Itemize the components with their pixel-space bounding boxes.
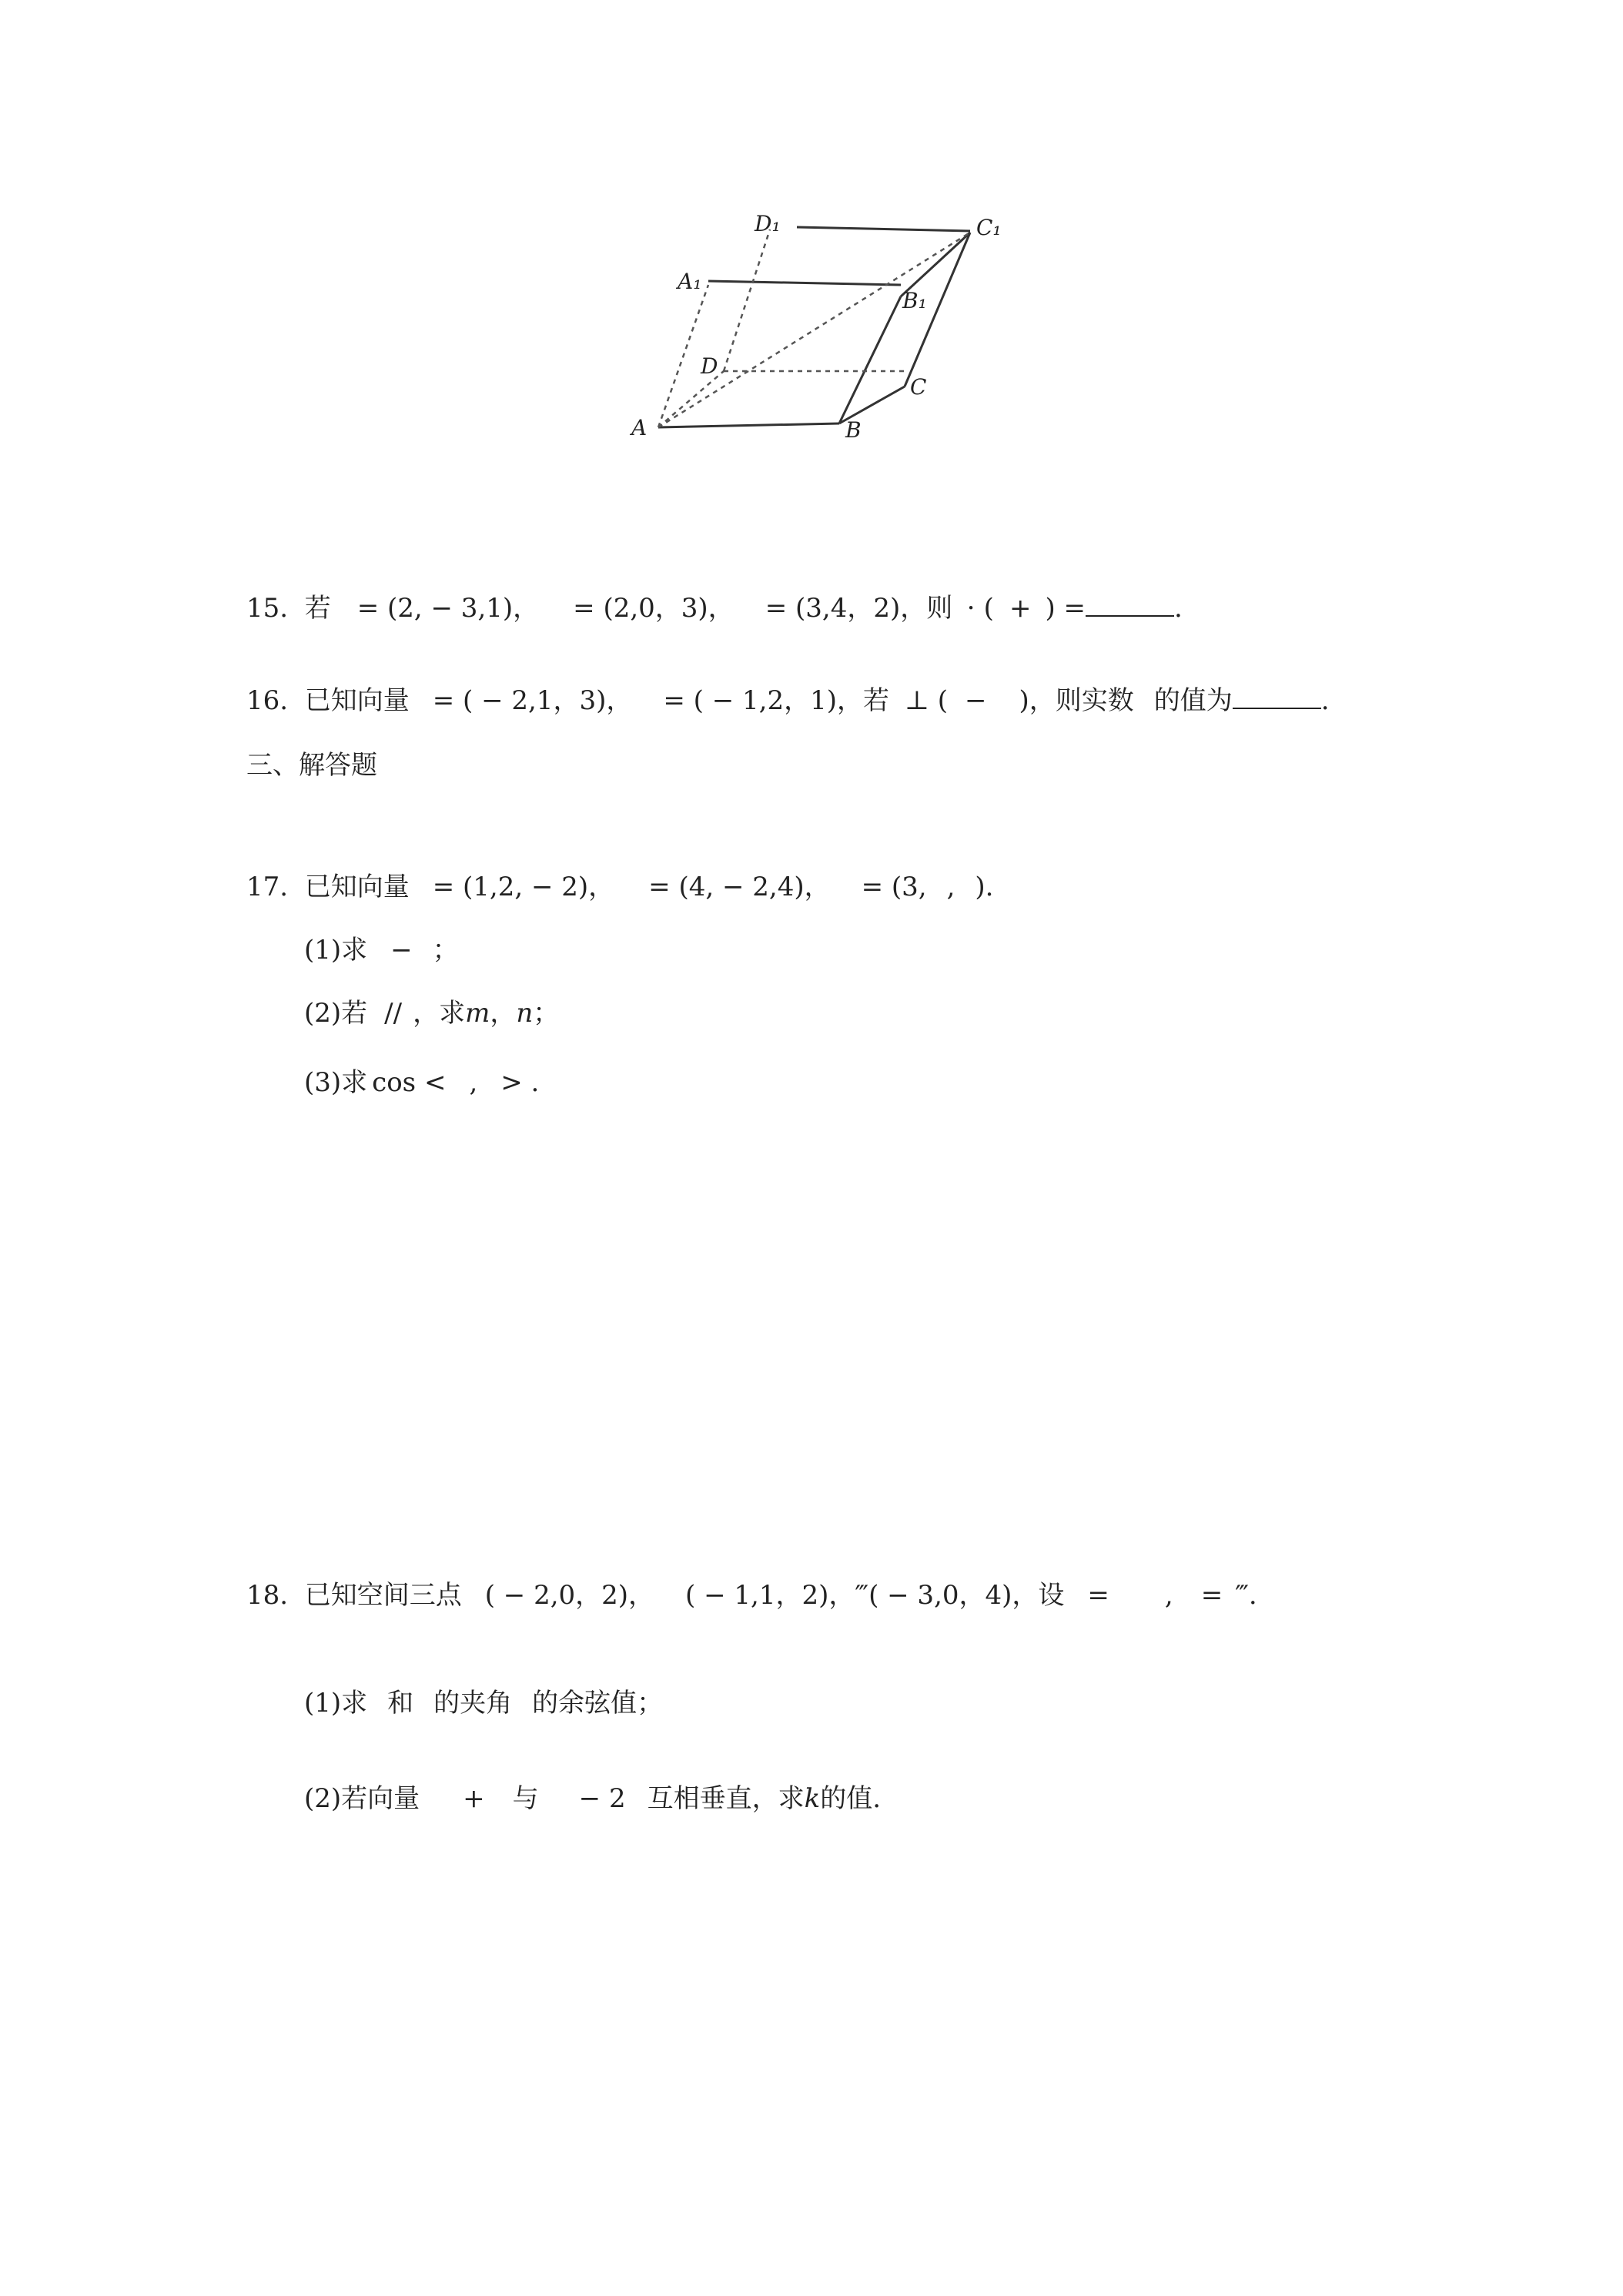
label-B: B (845, 417, 862, 443)
answer-blank-16 (1233, 706, 1321, 709)
q15-number: 15. (246, 593, 289, 624)
question-16: 16. 已知向量 = ( − 2,1，3)， = ( − 1,2，1)，若 ⊥ ( − )，则实数 的值为 . (246, 685, 1330, 716)
label-B1: B₁ (902, 288, 927, 313)
q17-number: 17. (246, 872, 289, 902)
label-A: A (631, 415, 648, 440)
question-18-part-1: (1)求 和 的夹角 的余弦值； (304, 1688, 664, 1719)
question-18-part-2: (2)若向量 + 与 − 2 互相垂直，求k的值. (304, 1783, 882, 1814)
edge-A1-B1 (708, 281, 901, 285)
q16-number: 16. (246, 685, 289, 716)
label-A1: A₁ (678, 269, 702, 294)
question-15: 15. 若 = (2, − 3,1)， = (2,0，3)， = (3,4，2)，则 ⋅ ( + ) = . (246, 593, 1183, 624)
edge-D-D1 (724, 229, 770, 371)
question-17-part-3: (3)求 cos < , > . (304, 1067, 540, 1098)
question-17-part-1: (1)求 − ； (304, 935, 459, 966)
answer-blank-15 (1086, 614, 1174, 617)
edge-B1-C1 (901, 233, 970, 296)
question-18: 18. 已知空间三点 ( − 2,0，2)， ( − 1,1，2)，‴( − 3,0，4)，设 = , = ‴. (246, 1580, 1257, 1611)
edge-D1-C1 (797, 227, 970, 231)
question-17: 17. 已知向量 = (1,2, − 2)， = (4, − 2,4)， = (3, , ). (246, 872, 994, 902)
question-17-part-2: (2)若 // ，求m，n； (304, 998, 560, 1029)
parallelepiped-figure (601, 192, 1032, 447)
q18-number: 18. (246, 1580, 289, 1611)
label-D: D (701, 353, 718, 379)
label-C: C (910, 374, 927, 400)
label-C1: C₁ (976, 215, 1002, 240)
edge-B-B1 (839, 296, 901, 423)
section-header: 三、解答题 (246, 750, 377, 781)
label-D1: D₁ (755, 211, 781, 236)
edge-A-B (658, 423, 839, 427)
